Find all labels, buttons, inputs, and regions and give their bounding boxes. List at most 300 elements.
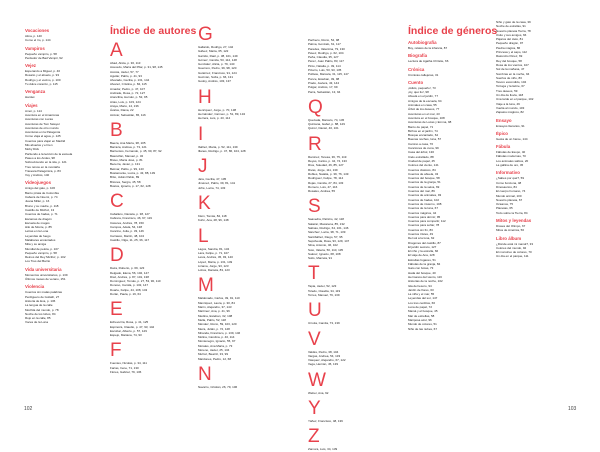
index-section-heading: Autobiografía — [408, 40, 437, 45]
index-entry: Vásquez, Alejandro, 67, 122 — [308, 358, 346, 363]
index-entry: Lizama, Jorge, 93, 123 — [198, 263, 229, 268]
index-entry: Santibáñez, Diego, 57, 95 — [308, 234, 343, 239]
index-entry: Rosario y el abuelo, p. 93 — [25, 73, 60, 78]
index-entry: Espejo, Mariana, 74, 93 — [110, 333, 142, 338]
index-entry: Fábulas de Esopo, 40 — [496, 150, 526, 155]
index-letter-heading: K — [198, 193, 211, 215]
index-entry: Paredes, Valentina, 79, 130 — [308, 46, 345, 51]
index-entry: Últimos meses de verano, 151 — [25, 277, 66, 282]
index-section-heading: Vida universitaria — [25, 266, 62, 272]
index-entry: Yáñez, Francisco, 48, 139 — [308, 419, 343, 424]
index-entry: Ávalos, Diana, 22 — [110, 108, 134, 113]
index-entry: Mochila del mundo, p. 78 — [25, 307, 59, 312]
index-entry: Un día en el parque, 111 — [496, 254, 529, 259]
index-section-heading: Viajes — [25, 102, 38, 108]
index-entry: Mundo de colores, 51 — [408, 322, 437, 327]
index-entry: Escuela de magos — [25, 220, 50, 225]
index-section-heading: Biografía — [408, 53, 428, 59]
index-section-heading: Épico — [496, 130, 508, 136]
index-entry: Piedra mágica, 86 — [496, 45, 521, 50]
index-entry: Boy, relatos de la infancia, 87 — [408, 46, 448, 50]
index-letter-heading: A — [110, 40, 123, 61]
index-entry: Hilo de Monte, p. 85 — [25, 225, 52, 230]
index-entry: Sombras en la noche, 94 — [496, 71, 530, 76]
index-entry: Ramírez, Teresa, 36, 75, 119 — [308, 154, 347, 159]
index-entry: Medina, Esteban, 32, 108 — [198, 313, 233, 318]
index-entry: Una tarde en el parque, 102 — [496, 97, 534, 102]
index-entry: Gallardo, Rodrigo, 27, 142 — [198, 45, 234, 49]
index-entry: Rosales, Andrea, 55 — [308, 189, 336, 194]
spacer — [110, 337, 190, 340]
spacer — [308, 395, 403, 398]
index-entry: Cuentos mágicos, 44 — [408, 210, 437, 215]
spacer — [308, 260, 403, 263]
spacer — [308, 193, 403, 196]
index-entry: Viaje a la luna, 49 — [496, 101, 520, 106]
index-entry: Bravo, María José, p. 81 — [110, 158, 143, 163]
index-entry: Voces de la Luna — [25, 320, 49, 325]
index-letter-heading: D — [110, 245, 124, 267]
index-entry: Moreno, Javier, 25, 134 — [198, 347, 230, 352]
index-entry: Cómo viaja el agua, p. 125 — [25, 134, 61, 139]
index-entry: Hermanos del viento, 116 — [408, 274, 442, 279]
index-entry: Bascuñán, Manuel, p. 32 — [110, 153, 144, 158]
index-entry: Buenas noches, luna, 57 — [408, 137, 442, 142]
index-entry: Perdedor de Bad Vampir, 92 — [25, 55, 63, 60]
index-entry: Rosa de los vientos, 107 — [496, 62, 529, 67]
index-entry: Carrasco, Martín, 48, 104 — [110, 233, 145, 238]
index-entry: Esperando a Miguel, p. 40 — [25, 69, 61, 74]
index-entry: Cielo estrellado, 88 — [408, 154, 434, 159]
author-index-title: Índice de autores — [110, 25, 197, 37]
index-entry: Amigo del gato, p. 106 — [25, 186, 56, 191]
index-entry: Cuentos para viajar en Madrid — [25, 138, 66, 143]
page-number-right: 103 — [568, 406, 577, 412]
index-entry: Pinto, Natalia, p. 49, 114 — [308, 63, 341, 68]
index-entry: Cuentos de la selva, 69 — [408, 184, 440, 189]
index-entry: Tres reinos en la montaña — [25, 164, 60, 169]
index-entry: Aventuras en la Patagonia — [25, 130, 61, 135]
index-entry: Los Tres del Barrio — [25, 259, 51, 264]
index-entry: Alvarado, Cecilia, p. 131, 144 — [110, 78, 150, 83]
index-entry: Araya, Mario, 14, 136 — [110, 103, 139, 108]
index-section-heading: Ensayo — [496, 117, 512, 123]
index-entry: Dinosaurios, 84 — [496, 184, 517, 189]
index-entry: Jara, Cecilia, 47, 105 — [198, 177, 227, 182]
index-entry: Lobos, Daniela, 83, 123 — [198, 268, 230, 273]
index-entry: Rodrigo y el vecino, p. 100 — [25, 77, 61, 82]
index-entry: Cuentos del bosque, 58 — [408, 176, 440, 181]
index-entry: Espinoza, Claudio, p. 47, 93, 142 — [110, 324, 155, 329]
index-entry: Acosta, Javier, 57, 77 — [110, 69, 139, 74]
index-entry: Hernández, Carmen, p. 51, 89, 134 — [198, 111, 246, 116]
spacer — [308, 131, 403, 134]
index-entry: Quiroz, Daniel, 40, 101 — [308, 126, 339, 131]
index-entry: Mis abuelos y el tren — [25, 143, 53, 148]
index-entry: Sobreviviendo en la isla, p. 121 — [25, 160, 67, 165]
index-entry: González, Alicia, p. 79, 140 — [198, 62, 235, 67]
index-letter-heading: M — [198, 275, 214, 297]
index-entry: Ciudad de papel, 45 — [408, 158, 435, 163]
index-entry: Fuentes, Nicolás, p. 34, 111 — [110, 361, 147, 366]
index-section-heading: Fábula — [496, 144, 511, 150]
index-entry: Zamora, Luis, 34, 139 — [308, 447, 338, 452]
index-entry: Farías, Irene, 71, 130 — [110, 365, 139, 370]
index-entry: Bustos, Ignacio, p. 17, 62, 128 — [110, 183, 151, 188]
index-entry: Briones, Sergio, 45, 58 — [110, 179, 141, 184]
index-entry: Belmar, Pablo, p. 99, 143 — [110, 166, 144, 171]
index-entry: Océanos, 75 — [496, 202, 514, 207]
index-entry: Martínez, Ana, p. 41, 96 — [198, 309, 230, 314]
index-entry: Colores del viento, 141 — [408, 163, 439, 168]
index-entry: Weber, Ana, 92 — [308, 390, 329, 395]
index-entry: Cuentos del mar, 89 — [408, 189, 435, 194]
page-number-left: 102 — [24, 406, 33, 412]
index-entry: Becerra, Javier, p. 131 — [110, 162, 141, 167]
index-entry: Cuentos de hadas, 102 — [408, 197, 440, 202]
index-entry: Navarro, Cristián, 26, 79, 106 — [198, 384, 238, 389]
index-entry: Arias, Luis, p. 103, 124 — [110, 99, 141, 104]
index-entry: Reinos del Rey Micifuz, p. 102 — [25, 255, 66, 260]
index-entry: Historia de Eva, p. 136 — [25, 298, 56, 303]
index-entry: Díaz, Andrés, p. 87, 101, 138 — [110, 274, 149, 279]
index-entry: Marín, Alejandro, 37, 143 — [198, 305, 232, 310]
index-entry: Pequeño vampiro, p. 58 — [25, 250, 57, 255]
index-entry: Gutiérrez, Francisco, 91, 124 — [198, 70, 237, 75]
index-entry: Escobar, Alberto, p. 57, 129 — [110, 328, 147, 333]
index-entry: Sueños de niño, 83 — [496, 75, 522, 80]
index-entry: Aventuras en el mar, 43 — [408, 111, 440, 116]
index-entry: Pequeño vampiro, p. 58 — [25, 51, 57, 56]
spacer — [308, 297, 403, 300]
index-entry: Pequeño dragón, 97 — [496, 41, 524, 46]
index-entry: Voy y Andrés, 140 — [25, 173, 50, 178]
index-entry: Quintana, Isabel, p. 88, 129 — [308, 122, 345, 127]
spacer — [198, 121, 290, 124]
index-entry: Partiendo a la lección de la escuela — [25, 151, 73, 156]
index-entry: Daza, Roberto, p. 69, 123 — [110, 266, 145, 271]
index-entry: Guzmán, Sofía, p. 66, 131 — [198, 75, 234, 80]
genre-index-column-1 — [408, 40, 493, 331]
index-entry: Sánchez, Lucía, 38, 71, 139 — [308, 230, 346, 235]
index-entry: Peña, Claudia, 35, 127 — [308, 55, 339, 60]
index-entry: ¿Sabes por qué?, 59 — [496, 176, 525, 181]
index-letter-heading: W — [308, 369, 326, 391]
index-entry: Donoso, Camila, p. 132, 147 — [110, 283, 149, 288]
index-letter-heading: Y — [308, 398, 321, 420]
index-section-heading: Cuento — [408, 79, 424, 85]
left-page — [0, 0, 300, 424]
index-entry: Cuentos sin malas palabras — [25, 290, 63, 295]
index-entry: Noche de los lobos, 84 — [25, 311, 56, 316]
index-entry: Pavez, Rodrigo, p. 62, 104 — [308, 50, 344, 55]
index-entry: Cabrera, Francisco, 46, 97, 119 — [110, 216, 152, 221]
index-entry: Camino a casa, 76 — [408, 141, 434, 146]
index-entry: Como el río, p. 144 — [25, 38, 51, 43]
index-entry: Castillo de Micifuz, 13 — [25, 207, 55, 212]
index-entry: Romero, Luis, 47, 116 — [308, 184, 338, 189]
index-entry: Princesa y el sapo, 112 — [496, 50, 527, 55]
index-entry: Paseo a los Andes, 98 — [25, 155, 55, 160]
index-section-heading: Vocaciones — [25, 28, 50, 33]
index-entry: Cuentos sin fin, 83 — [408, 227, 433, 232]
index-entry: Mamá y el bosque, 45 — [408, 309, 438, 314]
spacer — [198, 84, 290, 87]
index-entry: Cómo funciona, 48 — [496, 180, 522, 185]
index-entry: Tortuga y la liebre, 67 — [496, 84, 525, 89]
index-entry: Ríos, Soledad, 46, 85, 127 — [308, 163, 344, 168]
index-entry: Abuela en el jardín, 77 — [408, 94, 439, 99]
index-entry: Cuentos de la luna, 67 — [408, 206, 439, 211]
index-entry: Morales, Ana María, p. 73 — [198, 343, 233, 348]
index-entry: Tesoro escondido, 104 — [496, 80, 527, 85]
index-entry: Moby Dick — [25, 147, 40, 152]
spacer — [198, 153, 290, 156]
index-letter-heading: R — [308, 133, 322, 155]
index-entry: Animales en casa, 55 — [408, 103, 437, 108]
index-entry: Cabeza de Noemí, p. 74 — [25, 195, 58, 200]
index-entry: Baeza, Ana María, 38, 105 — [110, 140, 146, 145]
index-letter-heading: J — [198, 156, 208, 178]
index-entry: Salinas, Rodrigo, 64, 101, 146 — [308, 226, 349, 231]
index-entry: Los animales sabios, 20 — [496, 158, 529, 163]
index-entry: Cuentos de invierno, 108 — [408, 201, 442, 206]
index-letter-heading: Q — [308, 96, 323, 118]
index-entry: Domínguez, Tomás, p. 27, 53, 90, 110 — [110, 279, 161, 284]
index-entry: Durán, Paula, p. 19, 64 — [110, 291, 141, 296]
index-entry: Casa del árbol, 130 — [408, 150, 435, 155]
index-entry: Amor, p. 114 — [25, 108, 42, 113]
index-entry: Palma, Gonzalo, 61, 117 — [308, 42, 341, 47]
spacer — [308, 326, 403, 329]
author-index-column-3 — [308, 38, 403, 452]
index-entry: Soto, Valeria, 50, 110, 135 — [308, 247, 344, 252]
index-entry: Poblete, Marcela, 31, 115, 147 — [308, 72, 349, 77]
index-entry: Azócar, Sebastián, 65, 116 — [110, 112, 146, 117]
index-entry: Mar de estrellas, 58 — [408, 313, 435, 318]
index-entry: Dragones del castillo, 87 — [408, 240, 441, 245]
index-letter-heading: V — [308, 328, 321, 350]
index-entry: El monstruo de colores, 70 — [496, 250, 532, 255]
index-entry: Gómez, Camila, 53, 112, 148 — [198, 57, 237, 62]
index-entry: Montenegro, Ignacio, 55, 97 — [198, 339, 236, 344]
index-section-heading: Libro álbum — [496, 235, 522, 241]
index-entry: Cuentos para soñar, 78 — [408, 223, 440, 228]
index-entry: Toledo, Claudia, 34, 119 — [308, 288, 341, 293]
index-entry: Historias de la noche, 102 — [408, 279, 443, 284]
spacer — [198, 223, 290, 226]
index-entry: Niño de las nubes, 67 — [408, 326, 438, 331]
index-entry: Mundial de pelota, p. 107 — [25, 246, 59, 251]
index-letter-heading: C — [110, 191, 124, 213]
index-section-heading: Vejez — [25, 63, 36, 69]
index-entry: Isla del tesoro, 94 — [408, 283, 432, 288]
right-page — [300, 0, 600, 452]
index-letter-heading: U — [308, 300, 322, 322]
index-entry: Silva, Antonio, 46, 102 — [308, 243, 338, 248]
index-entry: Sol de la mañana, 47 — [496, 67, 525, 72]
index-entry: Hada del bosque, 40 — [408, 270, 436, 275]
index-entry: Tres deseos, 59 — [496, 88, 518, 93]
index-entry: Lara, Felipe, p. 71, 107 — [198, 250, 229, 255]
index-entry: Barraza, Andrea, p. 73, 121 — [110, 145, 147, 150]
index-entry: Barco pirata de Colombia — [25, 190, 59, 195]
index-letter-heading: H — [198, 86, 212, 108]
index-entry: Bustamante, Lucía, p. 43, 88, 139 — [110, 170, 156, 175]
index-entry: Urrutia, Camila, 73, 139 — [308, 321, 340, 326]
index-entry: Juana Miller, p. 16 — [25, 199, 50, 204]
index-section-heading: Informativo — [496, 170, 520, 176]
index-entry: Vuelta al mundo, 103 — [496, 105, 525, 110]
spacer — [198, 361, 290, 364]
index-entry: Suárez, Ignacio, 68, 108 — [308, 251, 341, 256]
index-entry: Colores del mundo, 92 — [496, 245, 527, 250]
index-entry: Lagos, Sandra, 81, 134 — [198, 246, 230, 251]
index-letter-heading: Z — [308, 426, 320, 448]
index-entry: Jardín de flores, 63 — [408, 287, 434, 292]
index-entry: Pacheco, Rocío, 54, 98 — [308, 38, 340, 42]
index-entry: Andrade, Rosa, p. 72, 127 — [110, 91, 146, 96]
index-entry: ¡Adiós, pequeño!, 73 — [408, 85, 436, 90]
index-entry: Manríquez, Laura, p. 30, 84 — [198, 300, 235, 305]
index-entry: Todo sobre la Tierra, 84 — [496, 210, 528, 215]
index-entry: Aventuras de Lucas y Emma, 98 — [408, 120, 452, 125]
index-entry: Illanes, Rodrigo, p. 47, 86, 104, 128 — [198, 148, 246, 153]
index-entry: Amador, Pedro, p. 47, 107 — [110, 86, 146, 91]
index-entry: Brito, Julián Pablo, 89 — [110, 175, 140, 180]
index-entry: Leyendas de fuego — [25, 233, 51, 238]
index-letter-heading: E — [110, 299, 123, 321]
index-entry: Henríquez, Jorge, p. 70, 138 — [198, 107, 237, 112]
index-entry: Meza, Julián, p. 72, 128 — [198, 326, 230, 331]
index-entry: Barrientos, Fernando, p. 45, 60, 87, 92 — [110, 149, 162, 154]
index-entry: Perdiguero de Goliath, 27 — [25, 294, 60, 299]
index-entry: Robles, Natalia, p. 39, 76, 149 — [308, 171, 349, 176]
index-entry: Aventura en el Amazonas — [25, 112, 60, 117]
index-entry: Cuentos para dormir, 95 — [408, 214, 441, 219]
index-entry: Tu dulce corazón, p. 115 — [25, 82, 58, 87]
index-section-heading: Videojuegos — [25, 180, 52, 186]
index-entry: Mariposa azul, 96 — [408, 317, 432, 322]
index-letter-heading: L — [198, 225, 209, 247]
index-entry: Cuentos para compartir, 112 — [408, 219, 446, 224]
theme-index-column-1 — [25, 28, 105, 325]
index-entry: Vargas, Andrea, 54, 133 — [308, 353, 341, 358]
index-entry: Zapatos mágicos, 82 — [496, 110, 524, 115]
index-entry: Jiménez, Pablo, 39, 81, 141 — [198, 181, 236, 186]
index-entry: Luna de papel, 72 — [408, 305, 433, 310]
index-entry: Aventuras de otro mundo — [25, 125, 59, 130]
index-entry: Maldonado, Carlos, 49, 91, 110 — [198, 296, 240, 301]
index-entry: Crónicas callejeras, 31 — [408, 72, 439, 77]
index-entry: Dioses del Olimpo, 67 — [496, 223, 526, 228]
index-entry: Bosque encantado, 64 — [408, 133, 439, 138]
genre-index-title: Índice de géneros — [408, 25, 498, 37]
index-entry: Ensayos literarios, 91 — [496, 123, 525, 128]
index-entry: Escamas de dragón — [25, 216, 52, 221]
index-entry: Ibáñez, Marta, p. 52, 111, 139 — [198, 144, 238, 149]
index-letter-heading: B — [110, 119, 123, 141]
index-entry: ¿Dónde está mi mamá?, 33 — [496, 241, 534, 246]
index-entry: Canciones de cuna, 99 — [408, 146, 439, 151]
index-letter-heading: T — [308, 263, 320, 285]
index-entry: Rodríguez, Felipe, 78, 114 — [308, 176, 344, 181]
index-entry: Pérez, Juan Pablo, 83, 117 — [308, 59, 344, 64]
index-entry: ¡Ay, qué lío!, 98 — [408, 90, 429, 95]
index-entry: Klein, Tomás, 82, 118 — [198, 214, 227, 219]
index-entry: El jardín secreto, 127 — [408, 244, 437, 249]
index-entry: Mitos de América, 56 — [496, 228, 525, 233]
index-section-heading: Mitos y leyendas — [496, 217, 532, 223]
index-entry: Acevedo, María del Pilar, p. 31, 98, 145 — [110, 65, 163, 70]
index-entry: Fábulas de la granja, 84 — [408, 262, 441, 267]
index-entry: Momentos universitarios, p. 139 — [25, 272, 68, 277]
index-entry: Gesta de un héroe, 144 — [496, 136, 528, 141]
index-entry: Cuentos de abuela, 43 — [408, 171, 439, 176]
index-section-heading: Crónica — [408, 66, 425, 72]
index-entry: Reyes, Carlos, p. 44, 74, 133 — [308, 159, 347, 164]
index-entry: Duarte, Felipe, 44, 108, 143 — [110, 287, 148, 292]
index-entry: Gato con botas, 73 — [408, 266, 434, 271]
index-entry: Cuentos tristes, 49 — [408, 231, 434, 236]
index-entry: Rivas, Jorge, 111, 139 — [308, 167, 338, 172]
index-entry: Godoy, Andrés, 103, 137 — [198, 79, 231, 84]
index-entry: La lengua de la calle — [25, 303, 53, 308]
index-entry: Aventura en el bosque, 108 — [408, 115, 445, 120]
index-entry: Delgado, Elena, 56, 102, 147 — [110, 270, 149, 275]
index-entry: Rojo en la calle, 85 — [25, 316, 51, 321]
index-entry: Un día de lluvia, 118 — [496, 93, 524, 98]
index-section-heading: Vampiros — [25, 45, 45, 51]
index-entry: Cancino, Julia, p. 33, 146 — [110, 229, 144, 234]
index-entry: Castillo, Olga, 11, 25, 36, 117 — [110, 237, 150, 242]
index-entry: Mita y su amiga — [25, 242, 47, 247]
index-entry: Caballero, Daniela, p. 38, 127 — [110, 212, 150, 217]
index-entry: Flores, Gabriel, 79, 136 — [110, 370, 142, 375]
index-entry: López, María, p. 131, 149 — [198, 259, 233, 264]
index-entry: Abad, Alicia, p. 30, 113 — [110, 61, 141, 65]
index-entry: Mardones, Pedro, 12, 68 — [198, 356, 232, 361]
index-entry: Valdés, Pedro, 38, 104 — [308, 349, 339, 354]
index-entry: Leiva, Andrés, 45, 93, 140 — [198, 255, 233, 260]
index-entry: Kuhn, Ana, 28, 96, 148 — [198, 218, 229, 223]
index-entry: Parra, Sebastián, 13, 94 — [308, 89, 341, 94]
author-index-column-1 — [110, 40, 190, 374]
index-entry: Cuentos de la granja, 51 — [408, 180, 441, 185]
index-entry: Árbol de los deseos, 77 — [408, 107, 440, 112]
index-entry: Ponce, Esteban, 49, 98 — [308, 76, 340, 81]
index-entry: Malabares encantados — [25, 237, 56, 242]
genre-index-column-2 — [496, 20, 584, 259]
index-entry: Aventuras con Lucas — [25, 117, 53, 122]
index-entry: Pizarro, Luis, 53, 93, 135 — [308, 68, 342, 73]
index-entry: Rojas, Camila, 27, 84, 133 — [308, 180, 344, 185]
index-entry: Torres, Manuel, 79, 139 — [308, 292, 340, 297]
index-entry: El niño y la estrella, 66 — [408, 249, 439, 254]
index-entry: Hamlet — [25, 95, 35, 100]
index-entry: Amigos de la escuela, 94 — [408, 98, 442, 103]
index-entry: Barco de papel, 71 — [408, 124, 434, 129]
index-entry: Vega, Hernán, 45, 139 — [308, 362, 339, 367]
index-entry: Letras en la Luna — [25, 229, 49, 234]
index-entry: Planetas, 65 — [496, 206, 513, 211]
index-entry: Quezada, Marcelo, 74, 145 — [308, 117, 345, 122]
index-entry: Rey del bosque, 58 — [496, 58, 522, 63]
index-entry: Tapia, Javier, 52, 123 — [308, 284, 337, 289]
index-entry: Alvarez, Cristina, p. 84, 115 — [110, 82, 147, 87]
index-letter-heading: G — [198, 24, 213, 45]
index-entry: Cuentos de hadas, p. 71 — [25, 212, 58, 217]
